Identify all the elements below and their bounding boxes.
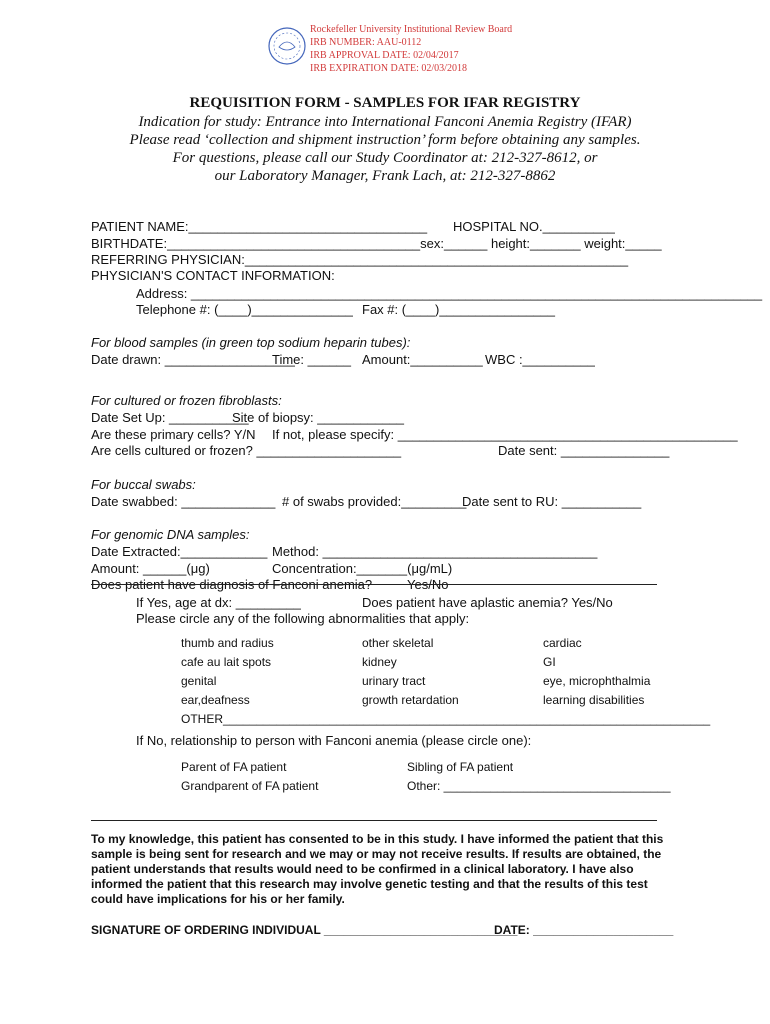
relationship-option[interactable]: Parent of FA patient <box>181 760 287 774</box>
instruction-line: Please read ‘collection and shipment instruction’ form before obtaining any samples. <box>129 132 641 148</box>
time-field[interactable]: Time: ______ <box>272 352 352 367</box>
abnormality-option[interactable]: GI <box>543 655 556 669</box>
blood-amount-field[interactable]: Amount:__________ <box>362 352 483 367</box>
specify-field[interactable]: If not, please specify: _______________________________________________ <box>272 427 738 442</box>
other-abnormality-field[interactable]: OTHER_________________________________________________________________________ <box>181 712 711 726</box>
consent-line: sample is being sent for research and we may or may not receive results. If results are obtained, the <box>91 847 662 861</box>
consent-line: To my knowledge, this patient has consented to be in this study. I have informed the patient that this <box>91 832 664 846</box>
abnormality-option[interactable]: other skeletal <box>362 636 434 650</box>
consent-line: informed the patient that this research may involve genetic testing and that the results of this test <box>91 877 648 891</box>
abnormality-option[interactable]: learning disabilities <box>543 693 645 707</box>
form-title: REQUISITION FORM - SAMPLES FOR IFAR REGISTRY <box>189 95 581 111</box>
relationship-option[interactable]: Sibling of FA patient <box>407 760 514 774</box>
irb-approval-date: IRB APPROVAL DATE: 02/04/2017 <box>310 50 459 61</box>
buccal-heading: For buccal swabs: <box>91 477 196 492</box>
fibroblast-date-sent-field[interactable]: Date sent: _______________ <box>498 443 670 458</box>
birthdate-field[interactable]: BIRTHDATE:___________________________________sex:______ height:_______ weight:_____ <box>91 236 662 251</box>
section-divider <box>91 584 657 585</box>
relationship-other-field[interactable]: Other: __________________________________ <box>407 779 671 793</box>
irb-institution: Rockefeller University Institutional Review Board <box>310 24 513 35</box>
date-extracted-field[interactable]: Date Extracted:____________ <box>91 544 268 559</box>
fibroblasts-heading: For cultured or frozen fibroblasts: <box>91 393 282 408</box>
indication-line: Indication for study: Entrance into International Fanconi Anemia Registry (IFAR) <box>138 114 632 130</box>
patient-name-field[interactable]: PATIENT NAME:_________________________________ <box>91 219 428 234</box>
irb-number: IRB NUMBER: AAU-0112 <box>310 37 422 48</box>
consent-line: patient understands that results would need to be confirmed in a clinical laboratory. I have also <box>91 862 634 876</box>
abnormality-option[interactable]: growth retardation <box>362 693 459 707</box>
abnormality-option[interactable]: eye, microphthalmia <box>543 674 651 688</box>
relationship-prompt: If No, relationship to person with Fanconi anemia (please circle one): <box>136 733 532 748</box>
date-drawn-field[interactable]: Date drawn: __________________ <box>91 352 295 367</box>
manager-line: our Laboratory Manager, Frank Lach, at: 212-327-8862 <box>214 168 556 184</box>
abnormalities-prompt: Please circle any of the following abnormalities that apply: <box>136 611 470 626</box>
wbc-field[interactable]: WBC :__________ <box>485 352 595 367</box>
date-swabbed-field[interactable]: Date swabbed: _____________ <box>91 494 276 509</box>
buccal-date-sent-field[interactable]: Date sent to RU: ___________ <box>462 494 642 509</box>
abnormality-option[interactable]: ear,deafness <box>181 693 250 707</box>
abnormality-option[interactable]: thumb and radius <box>181 636 274 650</box>
coordinator-line: For questions, please call our Study Coordinator at: 212-327-8612, or <box>172 150 598 166</box>
dna-heading: For genomic DNA samples: <box>91 527 250 542</box>
abnormality-option[interactable]: urinary tract <box>362 674 426 688</box>
section-divider <box>91 820 657 821</box>
primary-cells-question[interactable]: Are these primary cells? Y/N <box>91 427 256 442</box>
dna-amount-field[interactable]: Amount: ______(μg) <box>91 561 210 576</box>
blood-heading: For blood samples (in green top sodium heparin tubes): <box>91 335 411 350</box>
fanconi-diagnosis-question: Does patient have diagnosis of Fanconi anemia? <box>91 577 373 592</box>
telephone-field[interactable]: Telephone #: (____)______________ <box>136 302 353 317</box>
signature-field[interactable]: SIGNATURE OF ORDERING INDIVIDUAL _____________________________ <box>91 923 518 937</box>
biopsy-site-field[interactable]: Site of biopsy: ____________ <box>232 410 405 425</box>
relationship-option[interactable]: Grandparent of FA patient <box>181 779 319 793</box>
abnormality-option[interactable]: kidney <box>362 655 397 669</box>
fanconi-yes-no[interactable]: Yes/No <box>407 577 449 592</box>
swabs-count-field[interactable]: # of swabs provided:_________ <box>282 494 467 509</box>
concentration-field[interactable]: Concentration:_______(μg/mL) <box>272 561 453 576</box>
hospital-no-field[interactable]: HOSPITAL NO.__________ <box>453 219 615 234</box>
abnormality-option[interactable]: cardiac <box>543 636 582 650</box>
consent-line: could have implications for his or her family. <box>91 892 345 906</box>
age-at-dx-field[interactable]: If Yes, age at dx: _________ <box>136 595 301 610</box>
abnormality-option[interactable]: cafe au lait spots <box>181 655 272 669</box>
aplastic-anemia-question[interactable]: Does patient have aplastic anemia? Yes/No <box>362 595 613 610</box>
method-field[interactable]: Method: ______________________________________ <box>272 544 598 559</box>
referring-physician-field[interactable]: REFERRING PHYSICIAN:_____________________________________________________ <box>91 252 629 267</box>
abnormality-option[interactable]: genital <box>181 674 217 688</box>
cultured-frozen-field[interactable]: Are cells cultured or frozen? ____________________ <box>91 443 402 458</box>
fax-field[interactable]: Fax #: (____)________________ <box>362 302 555 317</box>
date-set-up-field[interactable]: Date Set Up: ___________ <box>91 410 249 425</box>
signature-date-field[interactable]: DATE: _____________________ <box>494 923 674 937</box>
address-field[interactable]: Address: _______________________________________________________________________________ <box>136 286 763 301</box>
irb-expiration-date: IRB EXPIRATION DATE: 02/03/2018 <box>310 63 467 74</box>
contact-info-label: PHYSICIAN'S CONTACT INFORMATION: <box>91 268 335 283</box>
irb-seal-icon <box>266 25 308 67</box>
